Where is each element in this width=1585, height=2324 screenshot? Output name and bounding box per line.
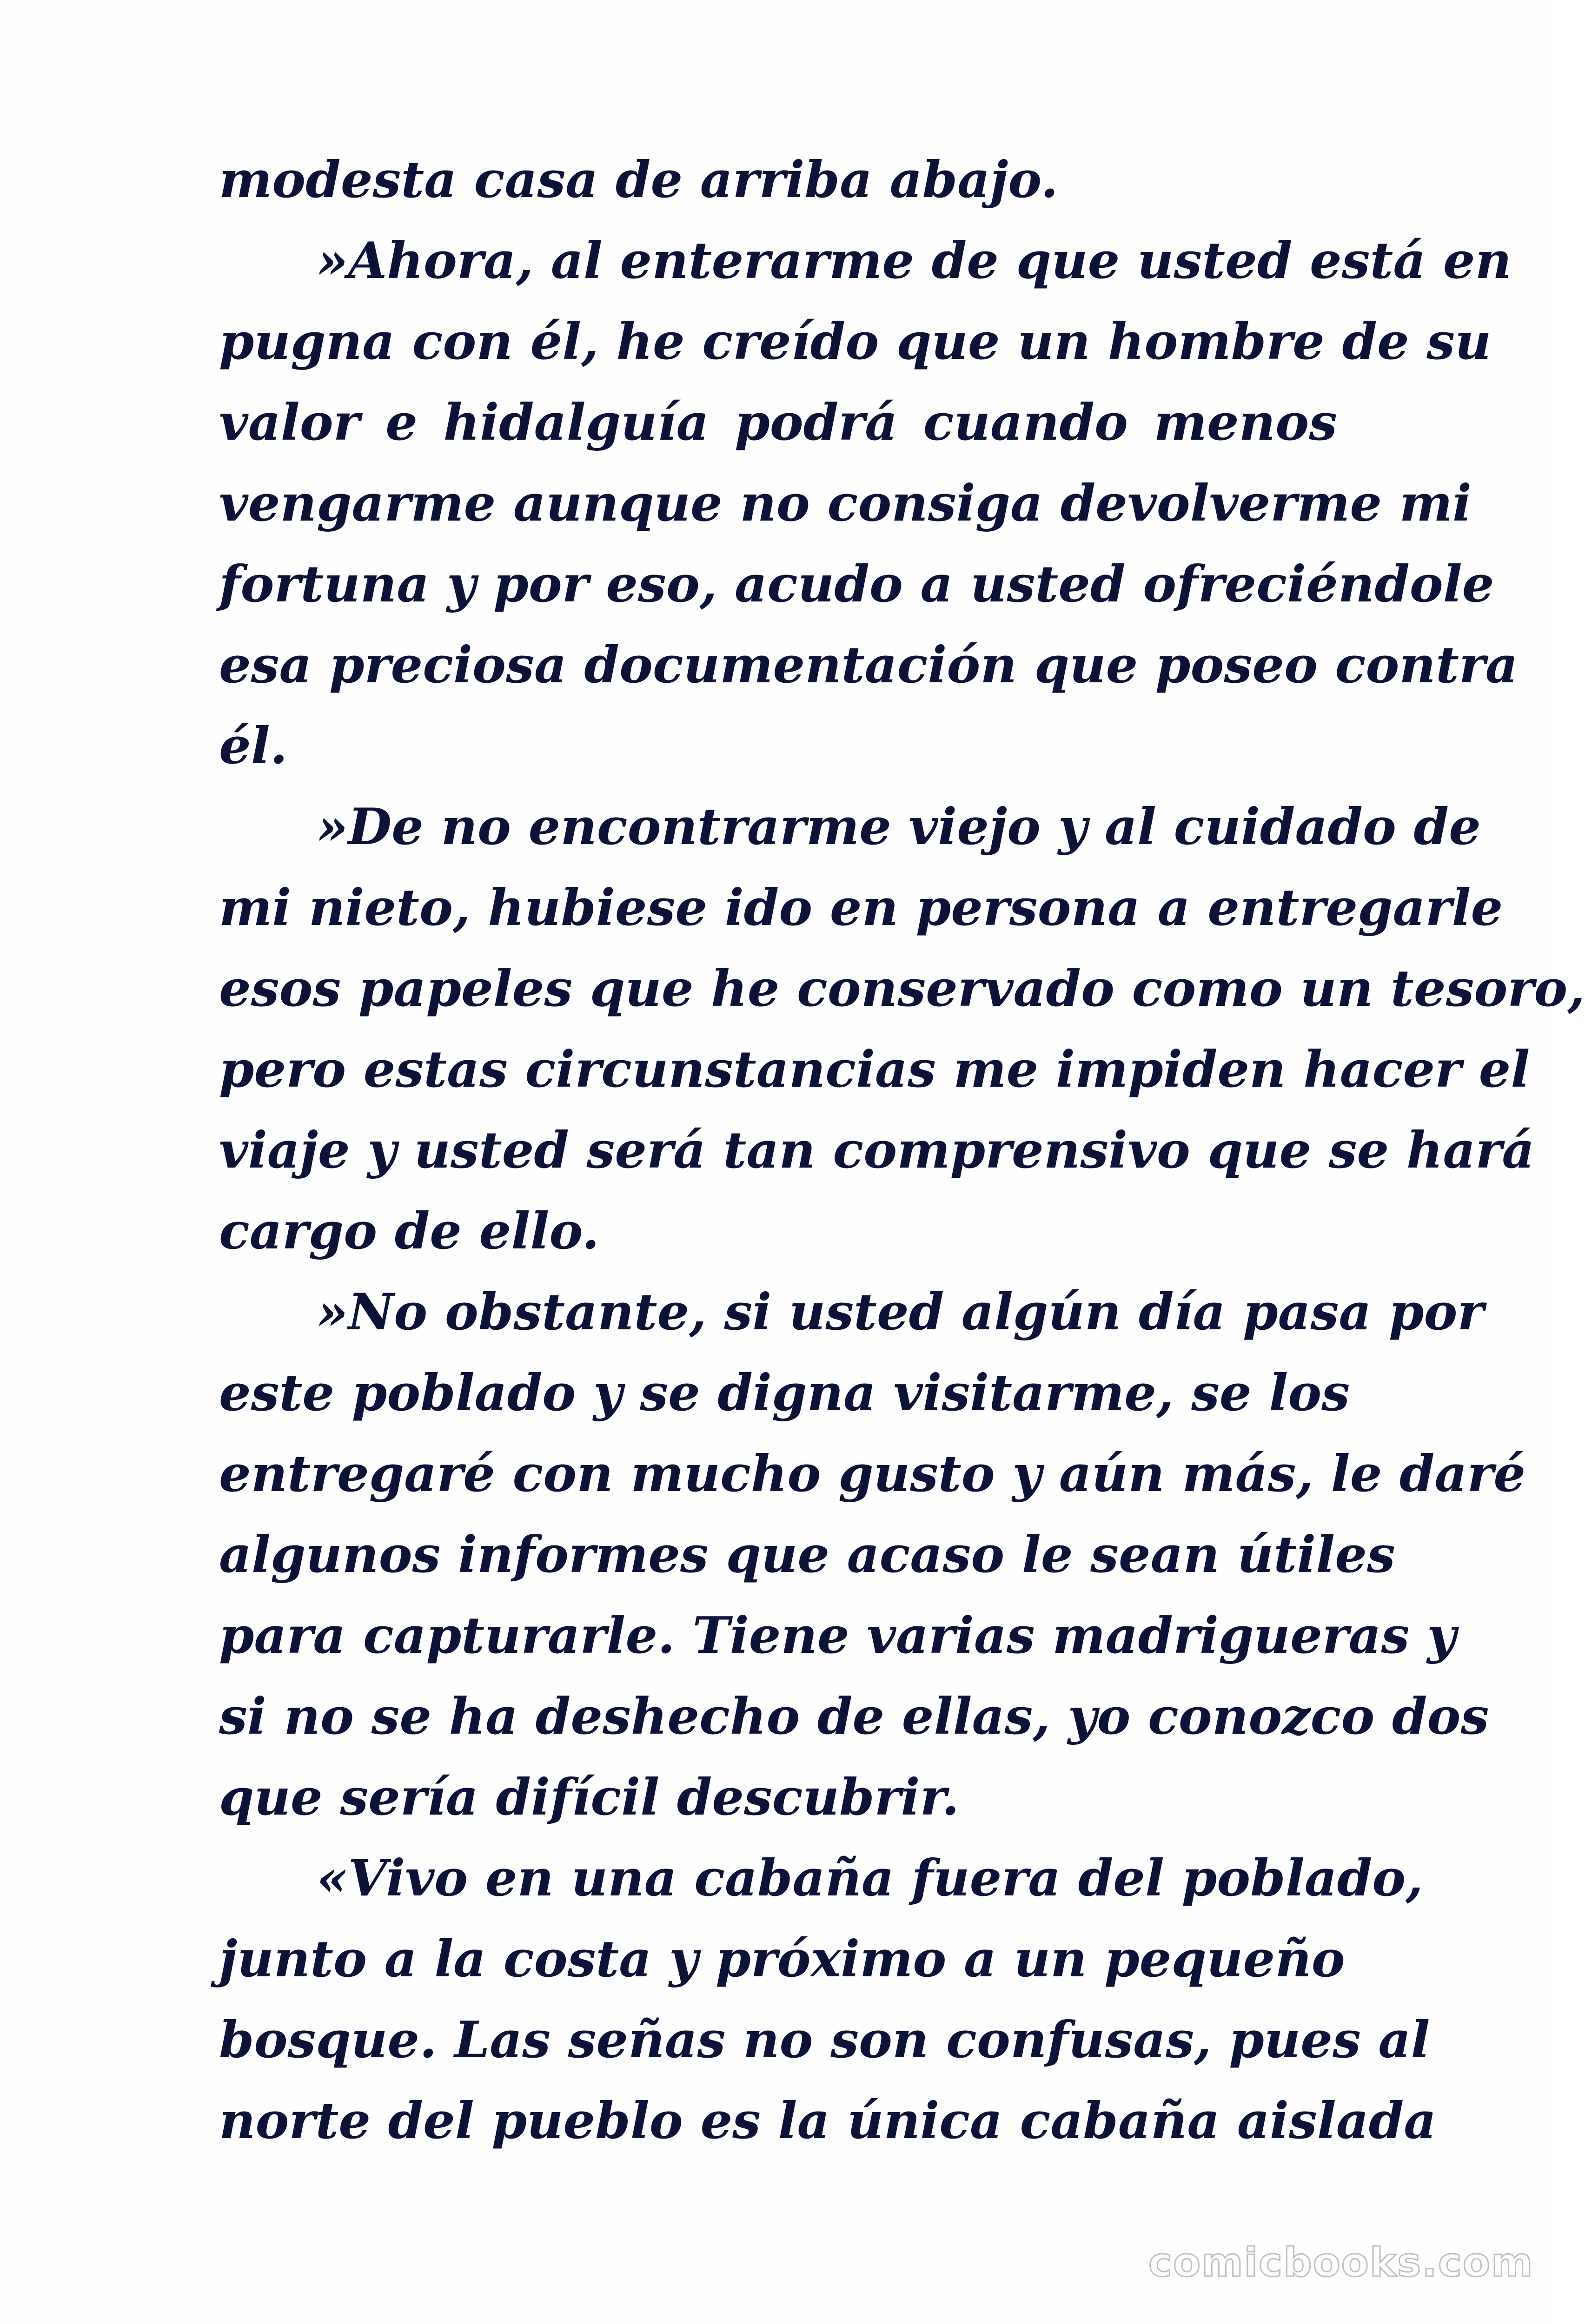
text-line: bosque. Las señas no son confusas, pues al	[219, 2011, 1430, 2069]
text-line: esa preciosa documentación que poseo contra	[219, 636, 1518, 694]
text-line: si no se ha deshecho de ellas, yo conozco dos	[219, 1687, 1489, 1746]
text-line: mi nieto, hubiese ido en persona a entregarle	[219, 878, 1503, 937]
text-line: pero estas circunstancias me impiden hacer el	[219, 1040, 1530, 1099]
watermark: comicbooks.com	[1148, 2239, 1534, 2286]
text-line: vengarme aunque no consiga devolverme mi	[219, 474, 1472, 533]
text-line: para capturarle. Tiene varias madrigueras y	[219, 1606, 1456, 1665]
text-line: fortuna y por eso, acudo a usted ofreciéndole	[219, 555, 1494, 614]
text-line: él.	[219, 717, 288, 775]
text-line: este poblado y se digna visitarme, se los	[219, 1364, 1350, 1422]
body-text	[219, 139, 1585, 2161]
text-line: valor e hidalguía podrá cuando menos	[219, 393, 1337, 452]
text-line: modesta casa de arriba abajo.	[219, 151, 1058, 209]
text-line: pugna con él, he creído que un hombre de su	[219, 312, 1492, 371]
text-line: junto a la costa y próximo a un pequeño	[219, 1930, 1345, 1988]
text-line: que sería difícil descubrir.	[219, 1768, 960, 1827]
text-line: esos papeles que he conservado como un tesoro,	[219, 959, 1585, 1018]
text-line: algunos informes que acaso le sean útiles	[219, 1525, 1395, 1584]
text-line: viaje y usted será tan comprensivo que se hará	[219, 1121, 1535, 1180]
text-line: »No obstante, si usted algún día pasa por	[317, 1283, 1484, 1341]
text-line: «Vivo en una cabaña fuera del poblado,	[317, 1849, 1423, 1908]
text-line: »Ahora, al enterarme de que usted está en	[317, 231, 1512, 290]
text-line: norte del pueblo es la única cabaña aislada	[219, 2092, 1437, 2150]
text-line: cargo de ello.	[219, 1202, 600, 1261]
text-line: entregaré con mucho gusto y aún más, le daré	[219, 1445, 1526, 1503]
text-line: »De no encontrarme viejo y al cuidado de	[317, 798, 1481, 856]
